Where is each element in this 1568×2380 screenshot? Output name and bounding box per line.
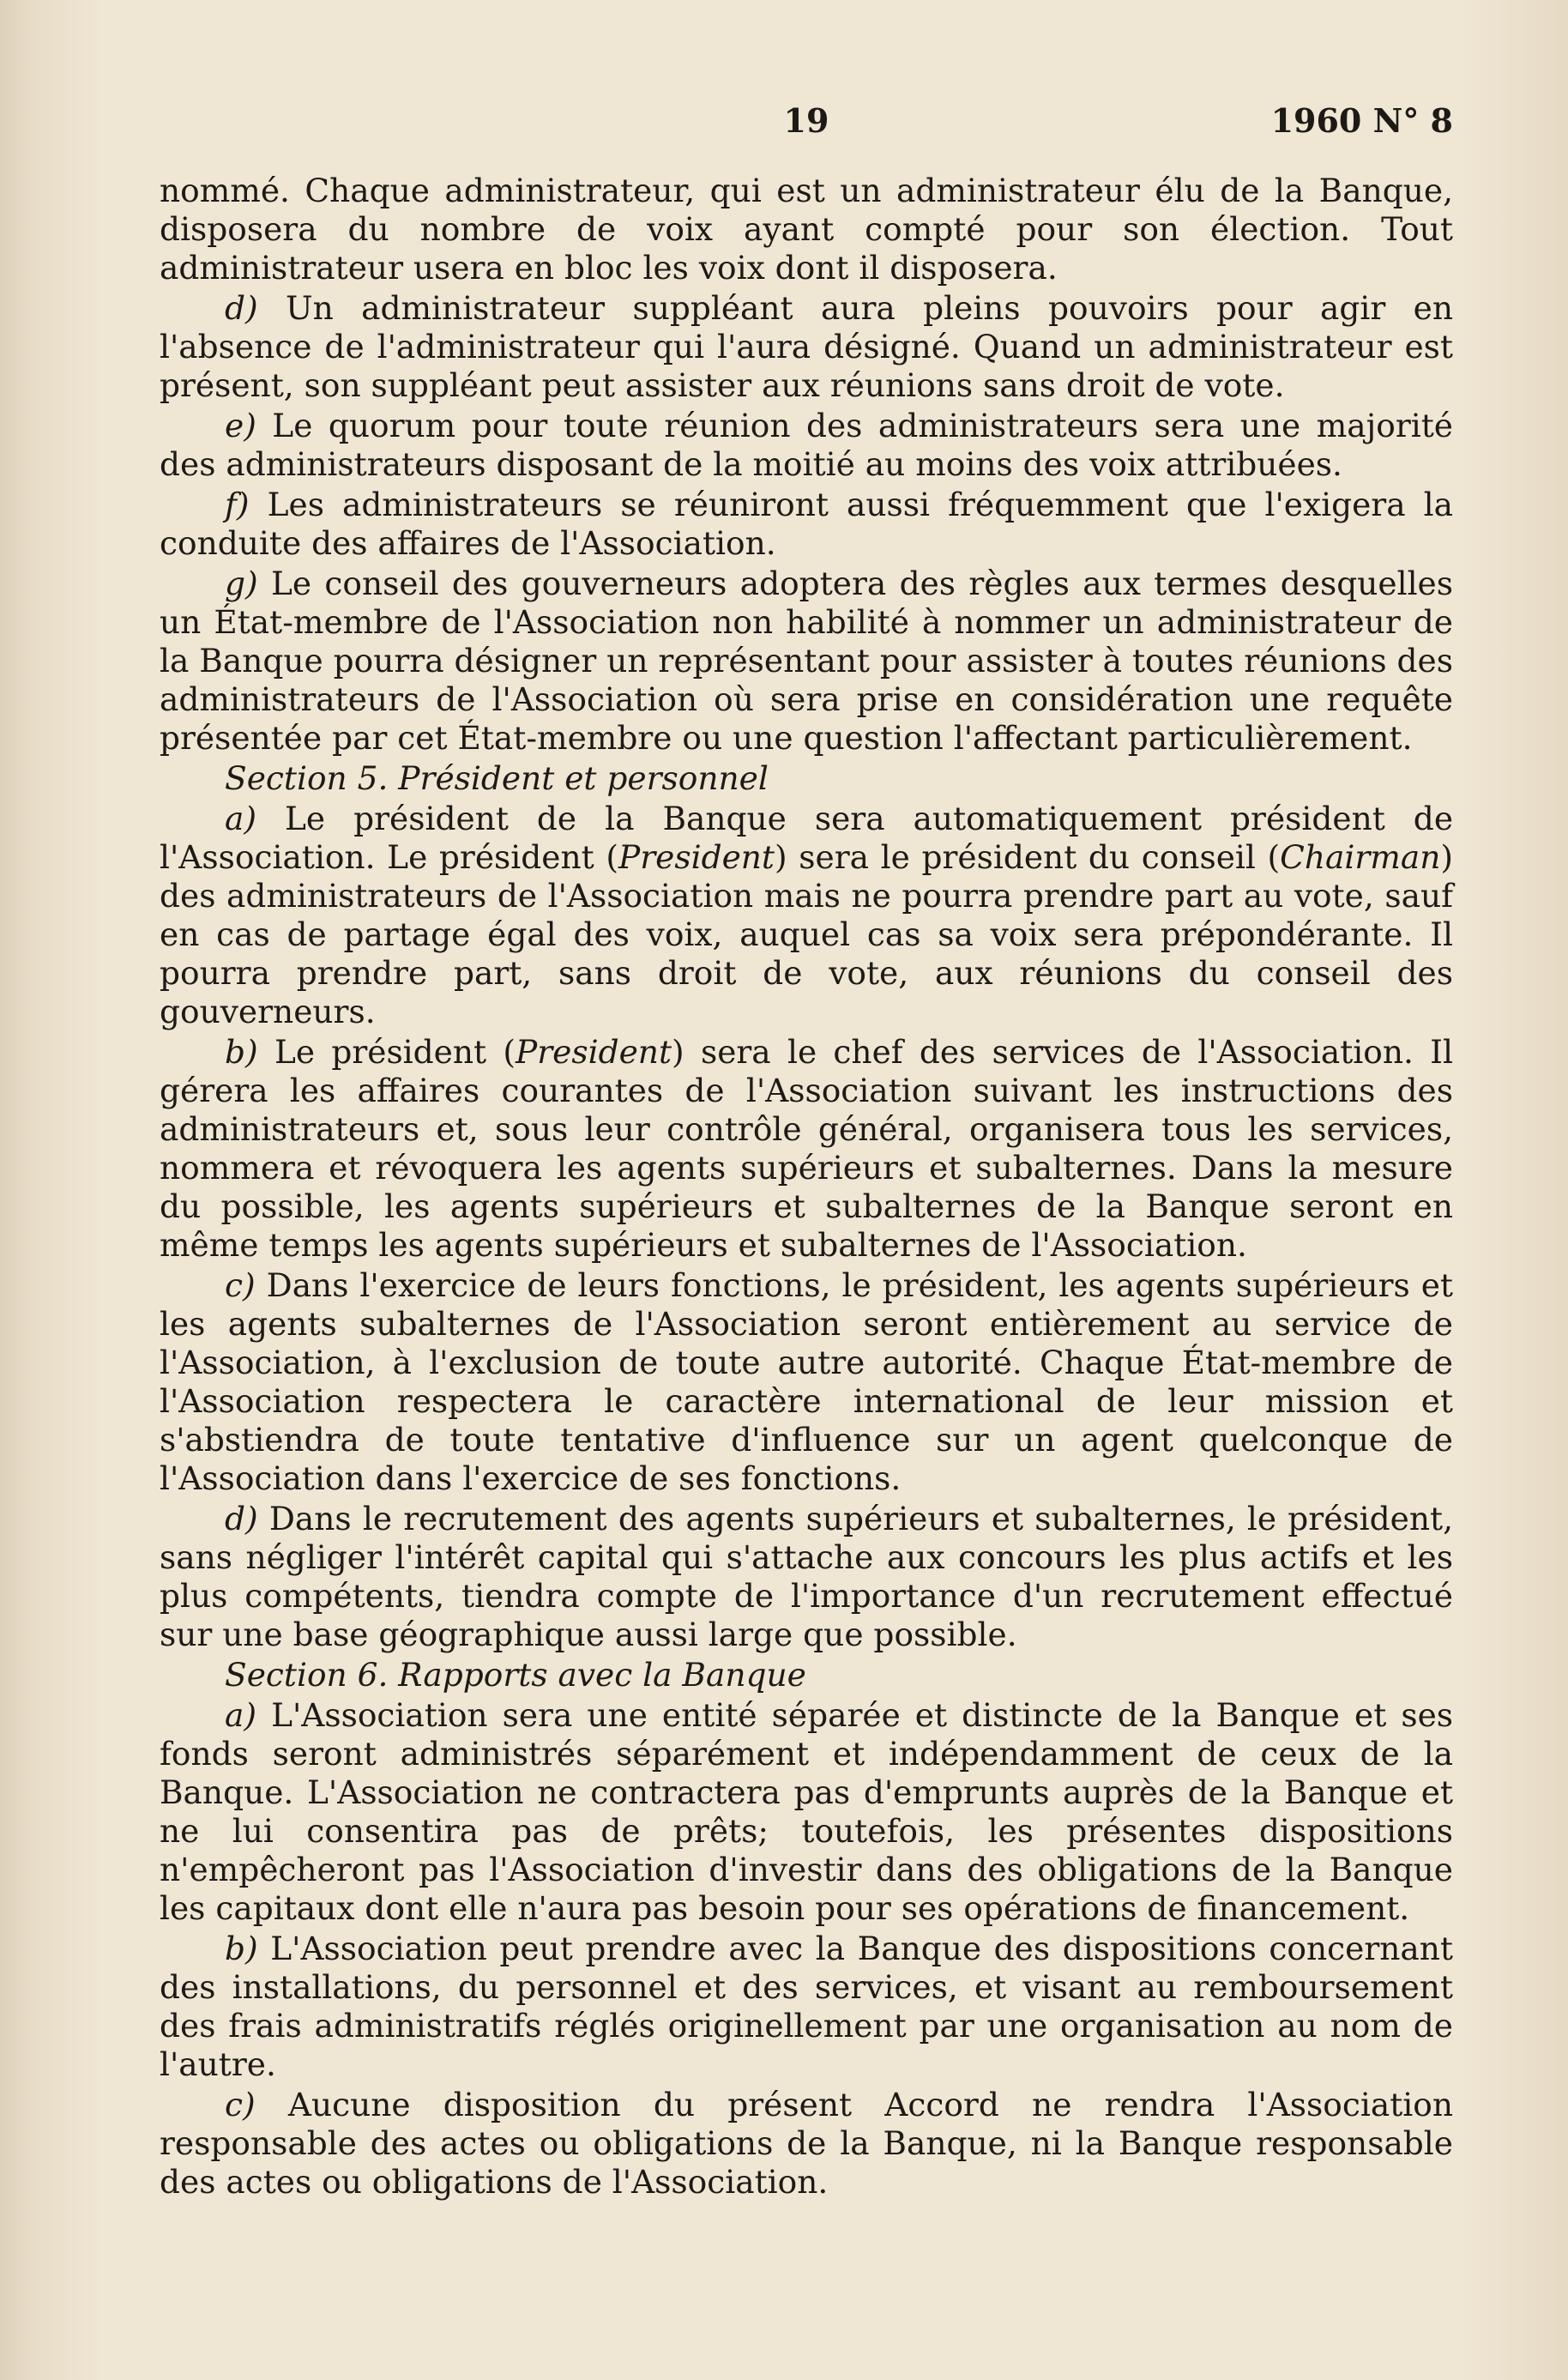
paragraph-label: d) bbox=[225, 289, 258, 327]
paragraph-continuation: nommé. Chaque administrateur, qui est un administrateur élu de la Banque, disposera du nombre de voix ayant compté pour son élection. Tout administrateur usera en bloc les voix dont il disposera. bbox=[160, 172, 1453, 287]
paragraph-label: a) bbox=[225, 800, 256, 837]
section-5-paragraph-b: b) Le président (President) sera le chef des services de l'Association. Il gérera les affaires courantes de l'Association suivant les instructions des administrateurs et, sous leur contrôle général, organisera tous les services, nommera et révoquera les agents supérieurs et subalternes. Dans la mesure du possible, les agents supérieurs et subalternes de la Banque seront en même temps les agents supérieurs et subalternes de l'Association. bbox=[160, 1033, 1453, 1264]
page-number: 19 bbox=[783, 101, 829, 140]
paragraph-label: c) bbox=[225, 1266, 256, 1304]
section-5-paragraph-d: d) Dans le recrutement des agents supérieurs et subalternes, le président, sans négliger l'intérêt capital qui s'attache aux concours les plus actifs et les plus compétents, tiendra compte de l'importance d'un recrutement effectué sur une base géographique aussi large que possible. bbox=[160, 1500, 1453, 1653]
section-6-paragraph-c: c) Aucune disposition du présent Accord ne rendra l'Association responsable des actes ou obligations de la Banque, ni la Banque responsable des actes ou obligations de l'Association. bbox=[160, 2086, 1453, 2201]
section-5-paragraph-a: a) Le président de la Banque sera automatiquement président de l'Association. Le président (President) sera le président du conseil (Chairman) des administrateurs de l'Association mais ne pourra prendre part au vote, sauf en cas de partage égal des voix, auquel cas sa voix sera prépondérante. Il pourra prendre part, sans droit de vote, aux réunions du conseil des gouverneurs. bbox=[160, 800, 1454, 1030]
section-6-heading: Section 6. Rapports avec la Banque bbox=[225, 1656, 806, 1694]
paragraph-g: g) Le conseil des gouverneurs adoptera des règles aux termes desquelles un État-membre de l'Association non habilité à nommer un administrateur de la Banque pourra désigner un représentant pour assister à toutes réunions des administrateurs de l'Association où sera prise en considération une requête présentée par cet État-membre ou une question l'affectant particulièrement. bbox=[160, 565, 1453, 757]
paragraph-label: d) bbox=[225, 1500, 258, 1537]
paragraph-f: f) Les administrateurs se réuniront aussi fréquemment que l'exigera la conduite des affaires de l'Association. bbox=[160, 486, 1453, 562]
paragraph-label: f) bbox=[225, 486, 250, 523]
paragraph-label: c) bbox=[225, 2086, 256, 2123]
page-header bbox=[160, 101, 1453, 153]
section-5-paragraph-c: c) Dans l'exercice de leurs fonctions, le président, les agents supérieurs et les agents subalternes de l'Association seront entièrement au service de l'Association, à l'exclusion de toute autre autorité. Chaque État-membre de l'Association respectera le caractère international de leur mission et s'abstiendra de toute tentative d'influence sur un agent quelconque de l'Association dans l'exercice de ses fonctions. bbox=[160, 1266, 1454, 1497]
paragraph-label: b) bbox=[225, 1033, 258, 1071]
paragraph-label: b) bbox=[225, 1930, 258, 1967]
section-6-paragraph-a: a) L'Association sera une entité séparée et distincte de la Banque et ses fonds seront administrés séparément et indépendamment de ceux de la Banque. L'Association ne contractera pas d'emprunts auprès de la Banque et ne lui consentira pas de prêts; toutefois, les présentes dispositions n'empêcheront pas l'Association d'investir dans des obligations de la Banque les capitaux dont elle n'aura pas besoin pour ses opérations de financement. bbox=[160, 1696, 1454, 1927]
paragraph-d: d) Un administrateur suppléant aura pleins pouvoirs pour agir en l'absence de l'administrateur qui l'aura désigné. Quand un administrateur est présent, son suppléant peut assister aux réunions sans droit de vote. bbox=[160, 289, 1454, 404]
paragraph-label: g) bbox=[225, 565, 258, 602]
issue-label: 1960 N° 8 bbox=[1270, 101, 1453, 140]
section-6-paragraph-b: b) L'Association peut prendre avec la Banque des dispositions concernant des installations, du personnel et des services, et visant au remboursement des frais administratifs réglés originellement par une organisation au nom de l'autre. bbox=[160, 1930, 1454, 2083]
paragraph-label: a) bbox=[225, 1696, 256, 1734]
section-5-heading: Section 5. Président et personnel bbox=[225, 759, 769, 797]
paragraph-label: e) bbox=[225, 407, 256, 444]
document-body bbox=[160, 172, 1453, 2203]
paragraph-e: e) Le quorum pour toute réunion des administrateurs sera une majorité des administrateurs disposant de la moitié au moins des voix attribuées. bbox=[160, 407, 1454, 483]
